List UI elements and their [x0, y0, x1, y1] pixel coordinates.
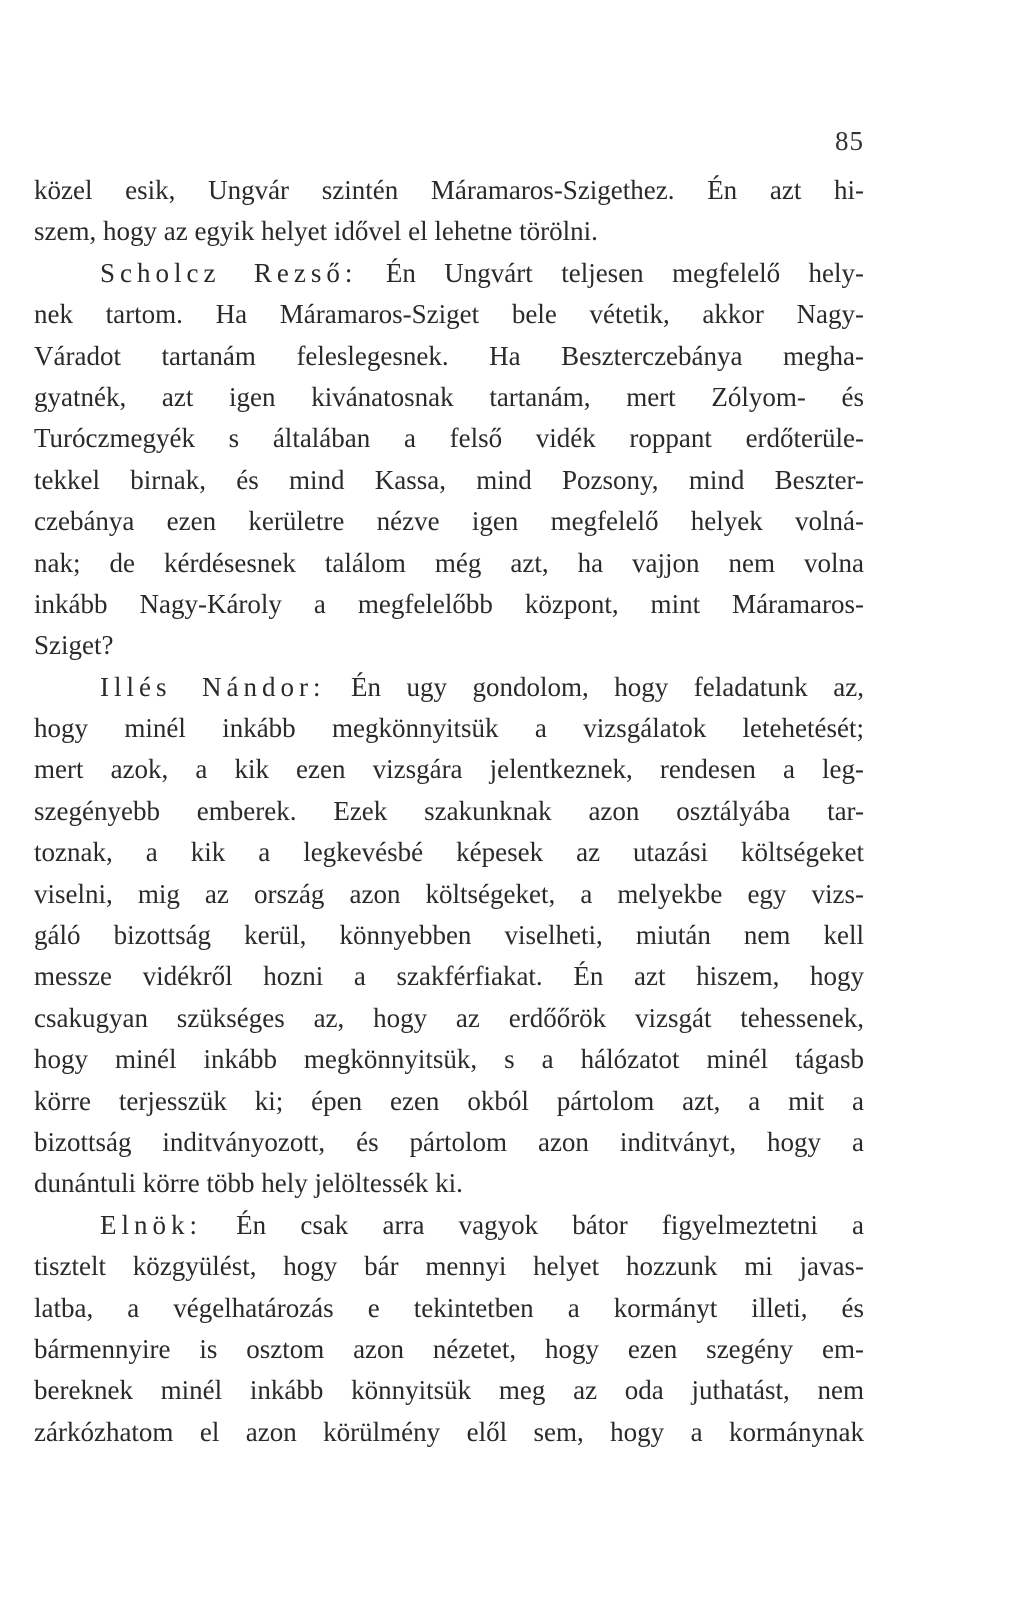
text-line: nek tartom. Ha Máramaros-Sziget bele vétetik, akkor Nagy- [34, 299, 864, 330]
text-line: hogy minél inkább megkönnyitsük, s a hálózatot minél tágasb [34, 1044, 864, 1075]
text-line: közel esik, Ungvár szintén Máramaros-Szigethez. Én azt hi- [34, 175, 864, 205]
text-line: mert azok, a kik ezen vizsgára jelentkeznek, rendesen a leg- [34, 754, 864, 785]
text-line: inkább Nagy-Károly a megfelelőbb központ, mint Máramaros- [34, 588, 864, 619]
speaker-name: Scholcz Rezső: [100, 257, 358, 288]
text-line: bármennyire is osztom azon nézetet, hogy ezen szegény em- [34, 1333, 864, 1364]
body-text [34, 170, 864, 1453]
text-line: gáló bizottság kerül, könnyebben viselheti, miután nem kell [34, 920, 864, 951]
text-line: zárkózhatom el azon körülmény elől sem, hogy a kormánynak [34, 1416, 864, 1447]
text-line: latba, a végelhatározás e tekintetben a kormányt illeti, és [34, 1292, 864, 1323]
page-number: 85 [835, 126, 864, 156]
text-line: csakugyan szükséges az, hogy az erdőőrök vizsgát tehessenek, [34, 1002, 864, 1033]
speaker-name: Illés Nándor: [100, 671, 326, 702]
text-line: szegényebb emberek. Ezek szakunknak azon osztályába tar- [34, 795, 864, 826]
speech-text: Én csak arra vagyok bátor figyelmeztetni a [202, 1209, 864, 1240]
text-line: nak; de kérdésesnek találom még azt, ha vajjon nem volna [34, 547, 864, 578]
text-line: Turóczmegyék s általában a felső vidék roppant erdőterüle- [34, 423, 864, 454]
speech-line [34, 1205, 864, 1246]
text-line: messze vidékről hozni a szakférfiakat. Én azt hiszem, hogy [34, 961, 864, 992]
text-line: toznak, a kik a legkevésbé képesek az utazási költségeket [34, 837, 864, 868]
text-line: viselni, mig az ország azon költségeket, a melyekbe egy vizs- [34, 878, 864, 909]
speech-line [34, 667, 864, 708]
text-line: tisztelt közgyülést, hogy bár mennyi helyet hozzunk mi javas- [34, 1251, 864, 1282]
speech-text: Én ugy gondolom, hogy feladatunk az, [325, 671, 864, 702]
text-line: szem, hogy az egyik helyet idővel el lehetne törölni. [34, 216, 598, 247]
text-line: czebánya ezen kerületre nézve igen megfelelő helyek volná- [34, 506, 864, 537]
text-line: hogy minél inkább megkönnyitsük a vizsgálatok letehetését; [34, 713, 864, 744]
speech-text: Én Ungvárt teljesen megfelelő hely- [357, 257, 864, 288]
speech-line [34, 253, 864, 294]
text-line: gyatnék, azt igen kivánatosnak tartanám, mert Zólyom- és [34, 381, 864, 412]
speaker-name: Elnök: [100, 1209, 202, 1240]
text-line: tekkel birnak, és mind Kassa, mind Pozsony, mind Beszter- [34, 464, 864, 495]
text-line: Váradot tartanám feleslegesnek. Ha Beszterczebánya megha- [34, 340, 864, 371]
text-line: bereknek minél inkább könnyitsük meg az oda juthatást, nem [34, 1375, 864, 1406]
text-line: dunántuli körre több hely jelöltessék ki. [34, 1168, 463, 1199]
text-line: bizottság inditványozott, és pártolom azon inditványt, hogy a [34, 1126, 864, 1157]
text-line: körre terjesszük ki; épen ezen okból pártolom azt, a mit a [34, 1085, 864, 1116]
text-line: Sziget? [34, 630, 114, 661]
